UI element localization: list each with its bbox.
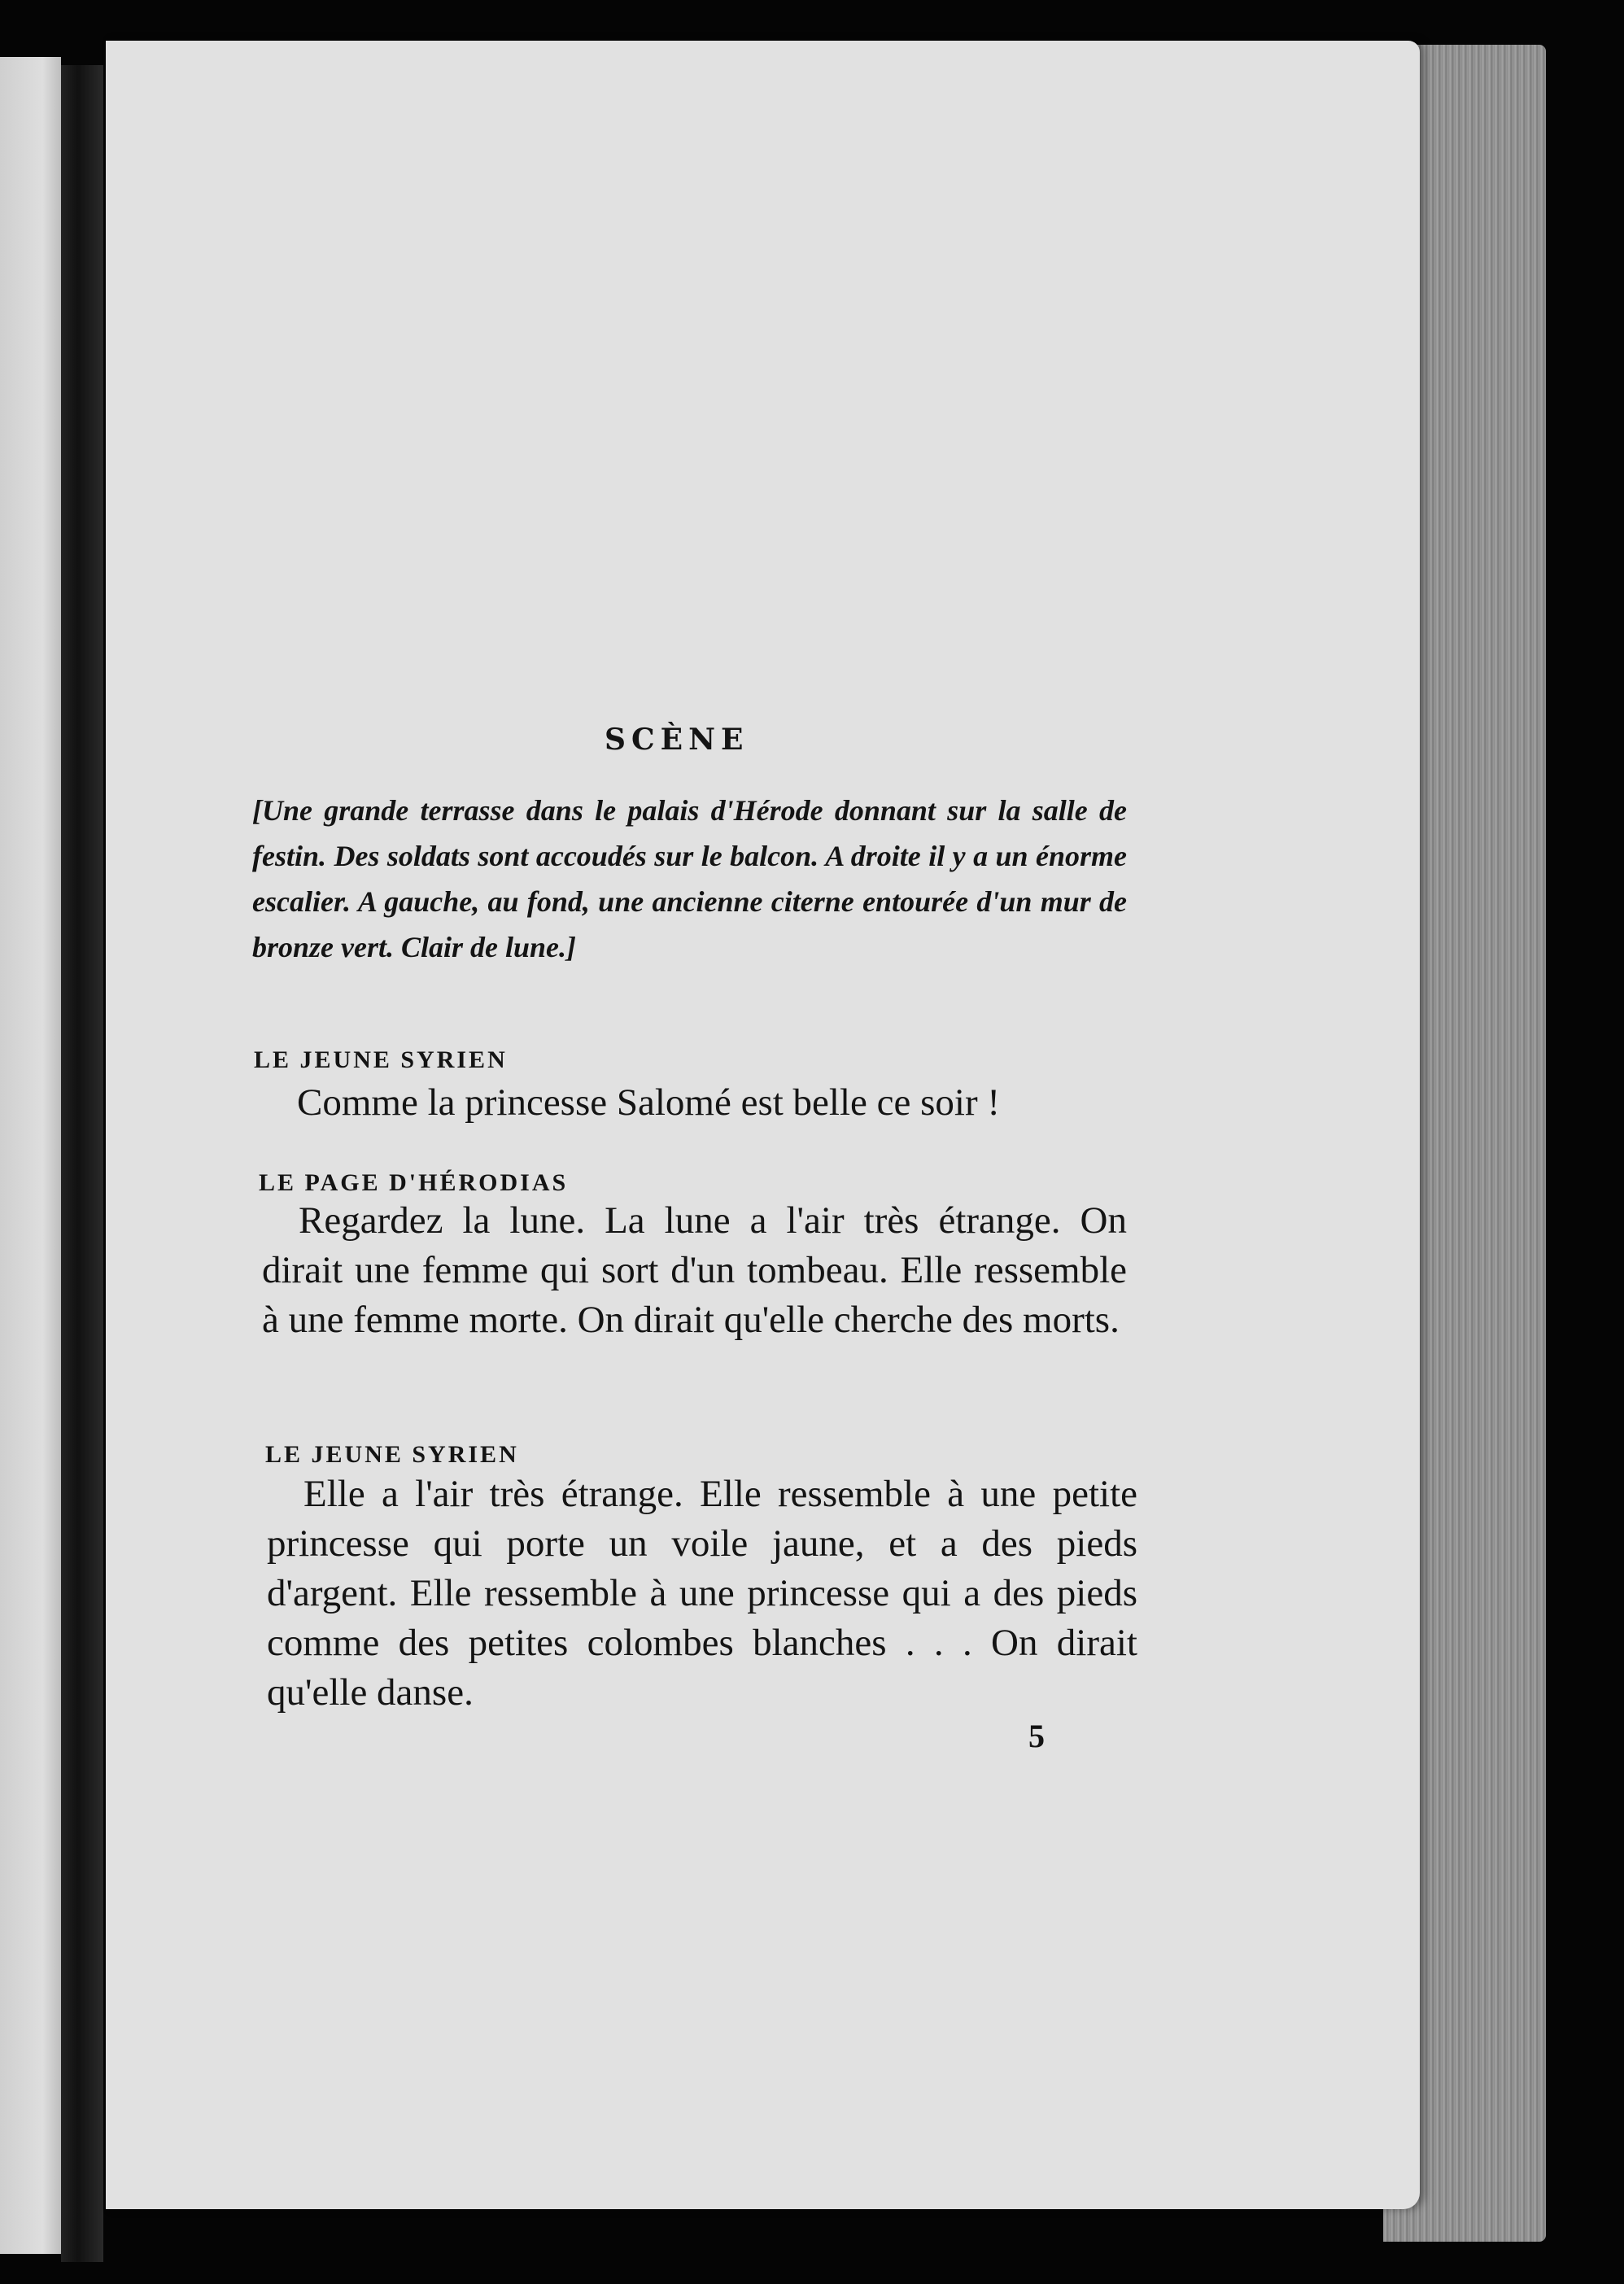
left-page-edge [0, 57, 61, 2254]
speaker-name: LE JEUNE SYRIEN [254, 1046, 508, 1073]
book-gutter [61, 65, 103, 2262]
page-number: 5 [1028, 1718, 1045, 1754]
speech-text: Comme la princesse Salomé est belle ce soir ! [297, 1081, 1001, 1124]
stage-direction: [Une grande terrasse dans le palais d'Hérode donnant sur la salle de festin. Des soldats sont accoudés sur le balcon. A droite il y a un énorme escalier. A gauche, au fond, une ancienne citerne entourée d'un mur de bronze vert. Clair de lune.] [252, 794, 1127, 963]
speech-text: Regardez la lune. La lune a l'air très étrange. On dirait une femme qui sort d'un tombeau. Elle ressemble à une femme morte. On dirait qu'elle cherche des morts. [262, 1199, 1127, 1341]
speech-text: Elle a l'air très étrange. Elle ressemble à une petite princesse qui porte un voile jaune, et a des pieds d'argent. Elle ressemble à une princesse qui a des pieds comme des petites colombes blanches . . . On dirait qu'elle danse. [267, 1473, 1137, 1714]
speaker-name: LE JEUNE SYRIEN [265, 1441, 519, 1468]
scene-heading: SCÈNE [605, 723, 749, 757]
speaker-name: LE PAGE D'HÉRODIAS [259, 1169, 569, 1196]
